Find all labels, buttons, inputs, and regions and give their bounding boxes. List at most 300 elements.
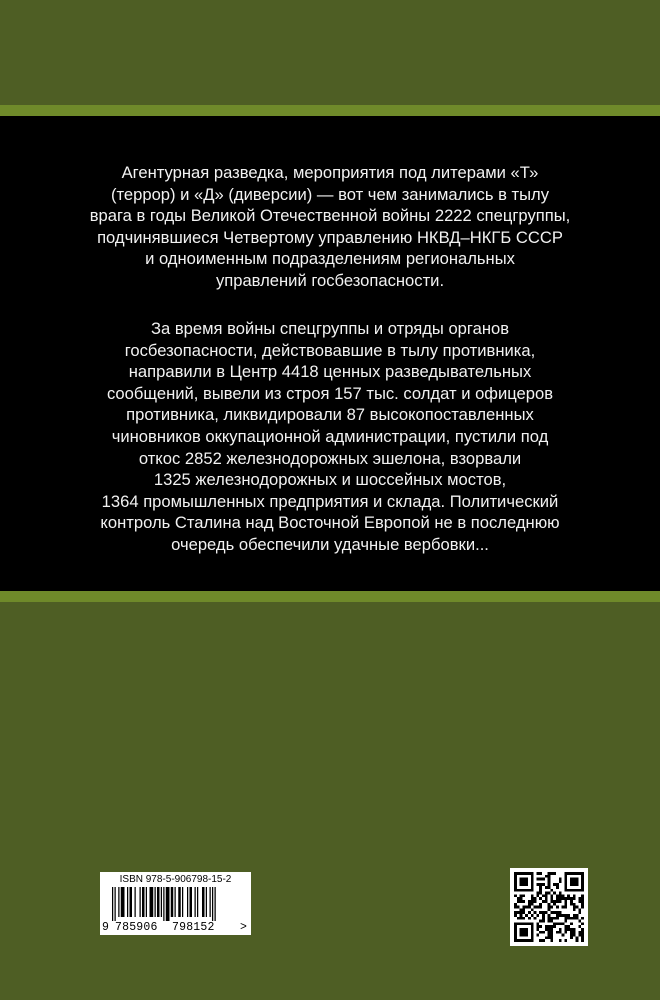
qr-module — [539, 931, 542, 934]
qr-module — [514, 914, 517, 917]
qr-module — [542, 894, 545, 897]
qr-module — [542, 914, 545, 917]
qr-module — [536, 928, 539, 931]
qr-module — [573, 914, 576, 917]
qr-module — [576, 914, 579, 917]
qr-module — [514, 934, 517, 937]
qr-module — [570, 878, 573, 881]
qr-module — [556, 897, 559, 900]
qr-module — [564, 917, 567, 920]
qr-module — [528, 917, 531, 920]
barcode-bar — [161, 887, 162, 917]
qr-module — [570, 928, 573, 931]
barcode-bar — [140, 887, 141, 917]
qr-module — [514, 925, 517, 928]
qr-module — [581, 939, 584, 942]
qr-module — [514, 931, 517, 934]
qr-module — [570, 900, 573, 903]
qr-module — [548, 908, 551, 911]
barcode-bar — [190, 887, 193, 917]
qr-module — [556, 914, 559, 917]
qr-module — [525, 883, 528, 886]
qr-module — [545, 897, 548, 900]
barcode-bar — [175, 887, 176, 917]
qr-module — [578, 908, 581, 911]
qr-module — [548, 917, 551, 920]
qr-module — [548, 880, 551, 883]
qr-module — [578, 889, 581, 892]
barcode-bar — [178, 887, 181, 917]
qr-module — [550, 889, 553, 892]
qr-module — [553, 911, 556, 914]
qr-module — [520, 917, 523, 920]
qr-module — [570, 903, 573, 906]
qr-module — [531, 928, 534, 931]
qr-module — [531, 939, 534, 942]
qr-module — [553, 872, 556, 875]
qr-module — [517, 939, 520, 942]
qr-module — [522, 900, 525, 903]
qr-module — [522, 880, 525, 883]
qr-module — [570, 880, 573, 883]
qr-module — [528, 903, 531, 906]
qr-module — [562, 906, 565, 909]
qr-module — [539, 939, 542, 942]
qr-module — [514, 928, 517, 931]
qr-module — [514, 939, 517, 942]
annotation-paragraph-1: Агентурная разведка, мероприятия под литерами «Т» (террор) и «Д» (диверсии) — вот чем занимались в тылу врага в годы Великой Отечественной войны 2222 спецгруппы, подчинявшиеся Четвертому управлению НКВД–НКГБ СССР и одноименным подразделениям региональных управлений госбезопасности. — [89, 163, 571, 290]
qr-module — [559, 892, 562, 895]
barcode-bar — [155, 887, 156, 917]
qr-module — [522, 889, 525, 892]
barcode-bar — [115, 887, 116, 921]
qr-module — [576, 939, 579, 942]
qr-module — [531, 875, 534, 878]
qr-module — [528, 872, 531, 875]
qr-module — [578, 872, 581, 875]
qr-module — [539, 878, 542, 881]
qr-module — [517, 917, 520, 920]
bottom-accent-stripe — [0, 591, 660, 602]
qr-module — [520, 900, 523, 903]
qr-module — [548, 878, 551, 881]
qr-module — [542, 931, 545, 934]
qr-module — [539, 925, 542, 928]
barcode-bar — [171, 887, 174, 917]
qr-module — [550, 936, 553, 939]
qr-module — [525, 878, 528, 881]
qr-module — [522, 917, 525, 920]
qr-module — [514, 894, 517, 897]
qr-module — [564, 925, 567, 928]
qr-module — [514, 911, 517, 914]
qr-module — [539, 911, 542, 914]
qr-module — [564, 880, 567, 883]
barcode-bar — [121, 887, 125, 917]
qr-module — [520, 928, 523, 931]
qr-module — [553, 925, 556, 928]
qr-module — [573, 880, 576, 883]
qr-module — [542, 911, 545, 914]
qr-module — [548, 931, 551, 934]
qr-module — [548, 892, 551, 895]
qr-module — [531, 886, 534, 889]
qr-module — [528, 889, 531, 892]
qr-module — [573, 878, 576, 881]
qr-module — [525, 914, 528, 917]
qr-module — [528, 906, 531, 909]
qr-module — [536, 883, 539, 886]
barcode-bar — [130, 887, 133, 917]
qr-module — [564, 872, 567, 875]
qr-module — [576, 906, 579, 909]
qr-module — [548, 934, 551, 937]
barcode-bar — [157, 887, 160, 917]
qr-module — [559, 911, 562, 914]
qr-module — [531, 908, 534, 911]
qr-module — [581, 875, 584, 878]
qr-module — [539, 889, 542, 892]
qr-module — [573, 897, 576, 900]
qr-module — [573, 908, 576, 911]
qr-module — [548, 925, 551, 928]
qr-module — [514, 906, 517, 909]
qr-module — [531, 922, 534, 925]
qr-module — [517, 897, 520, 900]
qr-module — [556, 894, 559, 897]
qr-module — [573, 931, 576, 934]
qr-module — [581, 928, 584, 931]
qr-module — [520, 939, 523, 942]
qr-module — [517, 911, 520, 914]
qr-module — [520, 922, 523, 925]
qr-module — [562, 897, 565, 900]
qr-module — [581, 917, 584, 920]
qr-module — [520, 880, 523, 883]
qr-module — [520, 908, 523, 911]
qr-module — [564, 875, 567, 878]
qr-module — [562, 894, 565, 897]
qr-module — [531, 903, 534, 906]
qr-module — [536, 934, 539, 937]
qr-module — [528, 911, 531, 914]
qr-module — [531, 897, 534, 900]
qr-module — [581, 903, 584, 906]
qr-module — [528, 922, 531, 925]
qr-module — [564, 878, 567, 881]
qr-module — [534, 917, 537, 920]
qr-module — [514, 922, 517, 925]
qr-module — [542, 900, 545, 903]
qr-module — [539, 906, 542, 909]
qr-module — [562, 914, 565, 917]
qr-module — [520, 911, 523, 914]
qr-module — [564, 897, 567, 900]
qr-module — [553, 900, 556, 903]
barcode-bar — [206, 887, 207, 917]
qr-module — [522, 883, 525, 886]
barcode-bar — [215, 887, 216, 921]
qr-code-icon — [510, 868, 588, 946]
barcode-bar — [142, 887, 145, 917]
qr-module — [525, 928, 528, 931]
qr-module — [548, 936, 551, 939]
qr-module — [559, 894, 562, 897]
qr-module — [570, 934, 573, 937]
qr-module — [581, 883, 584, 886]
barcode-bar — [182, 887, 183, 917]
qr-module — [545, 936, 548, 939]
qr-module — [536, 914, 539, 917]
barcode-bar — [163, 887, 164, 921]
qr-module — [578, 925, 581, 928]
qr-module — [514, 875, 517, 878]
qr-module — [559, 878, 562, 881]
qr-module — [573, 903, 576, 906]
qr-module — [525, 922, 528, 925]
qr-module — [548, 883, 551, 886]
qr-module — [564, 889, 567, 892]
qr-module — [576, 936, 579, 939]
qr-module — [570, 889, 573, 892]
qr-module — [550, 917, 553, 920]
qr-module — [576, 872, 579, 875]
qr-module — [556, 931, 559, 934]
qr-module — [550, 928, 553, 931]
barcode-digit-lead: 9 — [102, 921, 110, 934]
qr-module — [559, 897, 562, 900]
qr-module — [514, 883, 517, 886]
barcode-bar — [197, 887, 198, 917]
qr-module — [559, 939, 562, 942]
qr-module — [542, 917, 545, 920]
qr-module — [553, 892, 556, 895]
qr-module — [545, 911, 548, 914]
qr-module — [556, 917, 559, 920]
qr-module — [520, 934, 523, 937]
qr-module — [550, 934, 553, 937]
qr-module — [576, 883, 579, 886]
qr-module — [531, 880, 534, 883]
qr-module — [576, 880, 579, 883]
qr-module — [536, 925, 539, 928]
qr-module — [531, 872, 534, 875]
qr-module — [531, 894, 534, 897]
qr-module — [570, 936, 573, 939]
qr-module — [525, 880, 528, 883]
qr-module — [581, 897, 584, 900]
qr-module — [578, 920, 581, 923]
qr-module — [539, 872, 542, 875]
qr-module — [570, 931, 573, 934]
qr-module — [539, 920, 542, 923]
qr-module — [570, 897, 573, 900]
qr-module — [517, 889, 520, 892]
qr-module — [548, 906, 551, 909]
qr-module — [578, 897, 581, 900]
qr-module — [578, 931, 581, 934]
isbn-number: ISBN 978-5-906798-15-2 — [119, 874, 232, 885]
qr-module — [520, 897, 523, 900]
qr-module — [522, 911, 525, 914]
qr-module — [553, 922, 556, 925]
qr-module — [550, 906, 553, 909]
isbn-barcode — [100, 872, 251, 935]
qr-module — [525, 872, 528, 875]
qr-module — [548, 903, 551, 906]
qr-module — [581, 880, 584, 883]
qr-module — [573, 917, 576, 920]
qr-module — [539, 883, 542, 886]
qr-module — [536, 872, 539, 875]
barcode-bar — [112, 887, 113, 921]
qr-module — [570, 883, 573, 886]
qr-module — [531, 878, 534, 881]
qr-module — [567, 928, 570, 931]
qr-module — [514, 936, 517, 939]
qr-module — [576, 878, 579, 881]
qr-module — [578, 900, 581, 903]
qr-module — [520, 894, 523, 897]
qr-module — [534, 897, 537, 900]
qr-module — [545, 928, 548, 931]
qr-module — [545, 894, 548, 897]
qr-module — [556, 883, 559, 886]
qr-module — [570, 917, 573, 920]
qr-module — [550, 911, 553, 914]
qr-module — [564, 928, 567, 931]
qr-module — [542, 883, 545, 886]
barcode-digits — [100, 921, 251, 934]
qr-module — [550, 897, 553, 900]
qr-module — [567, 872, 570, 875]
qr-module — [514, 886, 517, 889]
barcode-bar — [212, 887, 213, 921]
qr-module — [564, 939, 567, 942]
qr-module — [550, 900, 553, 903]
annotation-paragraph-2: За время войны спецгруппы и отряды органов госбезопасности, действовавшие в тылу противника, направили в Центр 4418 ценных разведывательных сообщений, вывели из строя 157 тыс. солдат и офицеров противника, ликвидировали 87 высокопоставленных чиновников оккупационной администрации, пустили под откос 2852 железнодорожных эшелона, взорвали 1325 железнодорожных и шоссейных мостов, 1364 промышленных предприятия и склада. Политический контроль Сталина над Восточной Европой не в последнюю очередь обеспечили удачные вербовки... — [100, 319, 560, 554]
qr-module — [564, 906, 567, 909]
qr-module — [559, 922, 562, 925]
qr-module — [522, 928, 525, 931]
qr-module — [517, 872, 520, 875]
qr-module — [531, 883, 534, 886]
barcode-digits-left: 785906 — [115, 921, 158, 934]
qr-module — [559, 931, 562, 934]
qr-module — [539, 886, 542, 889]
qr-module — [517, 900, 520, 903]
qr-module — [522, 878, 525, 881]
qr-module — [536, 906, 539, 909]
top-accent-stripe — [0, 105, 660, 116]
qr-module — [564, 903, 567, 906]
qr-module — [522, 922, 525, 925]
qr-module — [542, 939, 545, 942]
qr-module — [514, 872, 517, 875]
barcode-bar — [118, 887, 119, 917]
qr-module — [525, 939, 528, 942]
barcode-bars-icon — [106, 887, 245, 921]
qr-module — [520, 878, 523, 881]
qr-module — [522, 872, 525, 875]
qr-module — [564, 886, 567, 889]
qr-module — [564, 931, 567, 934]
qr-module — [531, 936, 534, 939]
qr-module — [573, 894, 576, 897]
qr-module — [553, 883, 556, 886]
qr-module — [559, 928, 562, 931]
qr-module — [550, 925, 553, 928]
qr-module — [562, 934, 565, 937]
qr-module — [545, 900, 548, 903]
barcode-bar — [202, 887, 205, 917]
qr-module — [531, 914, 534, 917]
qr-module — [539, 897, 542, 900]
qr-module — [573, 872, 576, 875]
qr-module — [570, 922, 573, 925]
qr-module — [531, 889, 534, 892]
qr-module — [573, 906, 576, 909]
qr-module — [581, 900, 584, 903]
qr-module — [573, 883, 576, 886]
qr-module — [522, 908, 525, 911]
qr-module — [573, 928, 576, 931]
qr-module — [567, 914, 570, 917]
qr-module — [556, 911, 559, 914]
barcode-quiet-zone-mark: > — [240, 921, 248, 934]
qr-module — [520, 914, 523, 917]
qr-module — [548, 920, 551, 923]
qr-module — [564, 883, 567, 886]
qr-module — [548, 914, 551, 917]
qr-module — [531, 934, 534, 937]
qr-module — [559, 880, 562, 883]
qr-module — [525, 906, 528, 909]
qr-module — [550, 931, 553, 934]
qr-module — [559, 914, 562, 917]
qr-code-pattern — [514, 872, 584, 942]
qr-module — [536, 878, 539, 881]
qr-module — [559, 900, 562, 903]
qr-module — [581, 886, 584, 889]
qr-module — [564, 900, 567, 903]
qr-module — [567, 917, 570, 920]
qr-module — [556, 900, 559, 903]
qr-module — [514, 878, 517, 881]
qr-module — [525, 889, 528, 892]
qr-module — [564, 920, 567, 923]
qr-module — [514, 903, 517, 906]
qr-module — [528, 939, 531, 942]
qr-module — [522, 934, 525, 937]
qr-module — [556, 906, 559, 909]
qr-module — [520, 872, 523, 875]
qr-module — [534, 906, 537, 909]
qr-module — [581, 872, 584, 875]
qr-module — [550, 894, 553, 897]
qr-module — [542, 878, 545, 881]
barcode-bar — [187, 887, 188, 917]
qr-module — [522, 931, 525, 934]
qr-module — [548, 886, 551, 889]
qr-module — [567, 894, 570, 897]
qr-module — [520, 883, 523, 886]
qr-module — [525, 934, 528, 937]
qr-module — [531, 925, 534, 928]
qr-module — [556, 886, 559, 889]
barcode-bar — [127, 887, 128, 917]
qr-module — [576, 917, 579, 920]
